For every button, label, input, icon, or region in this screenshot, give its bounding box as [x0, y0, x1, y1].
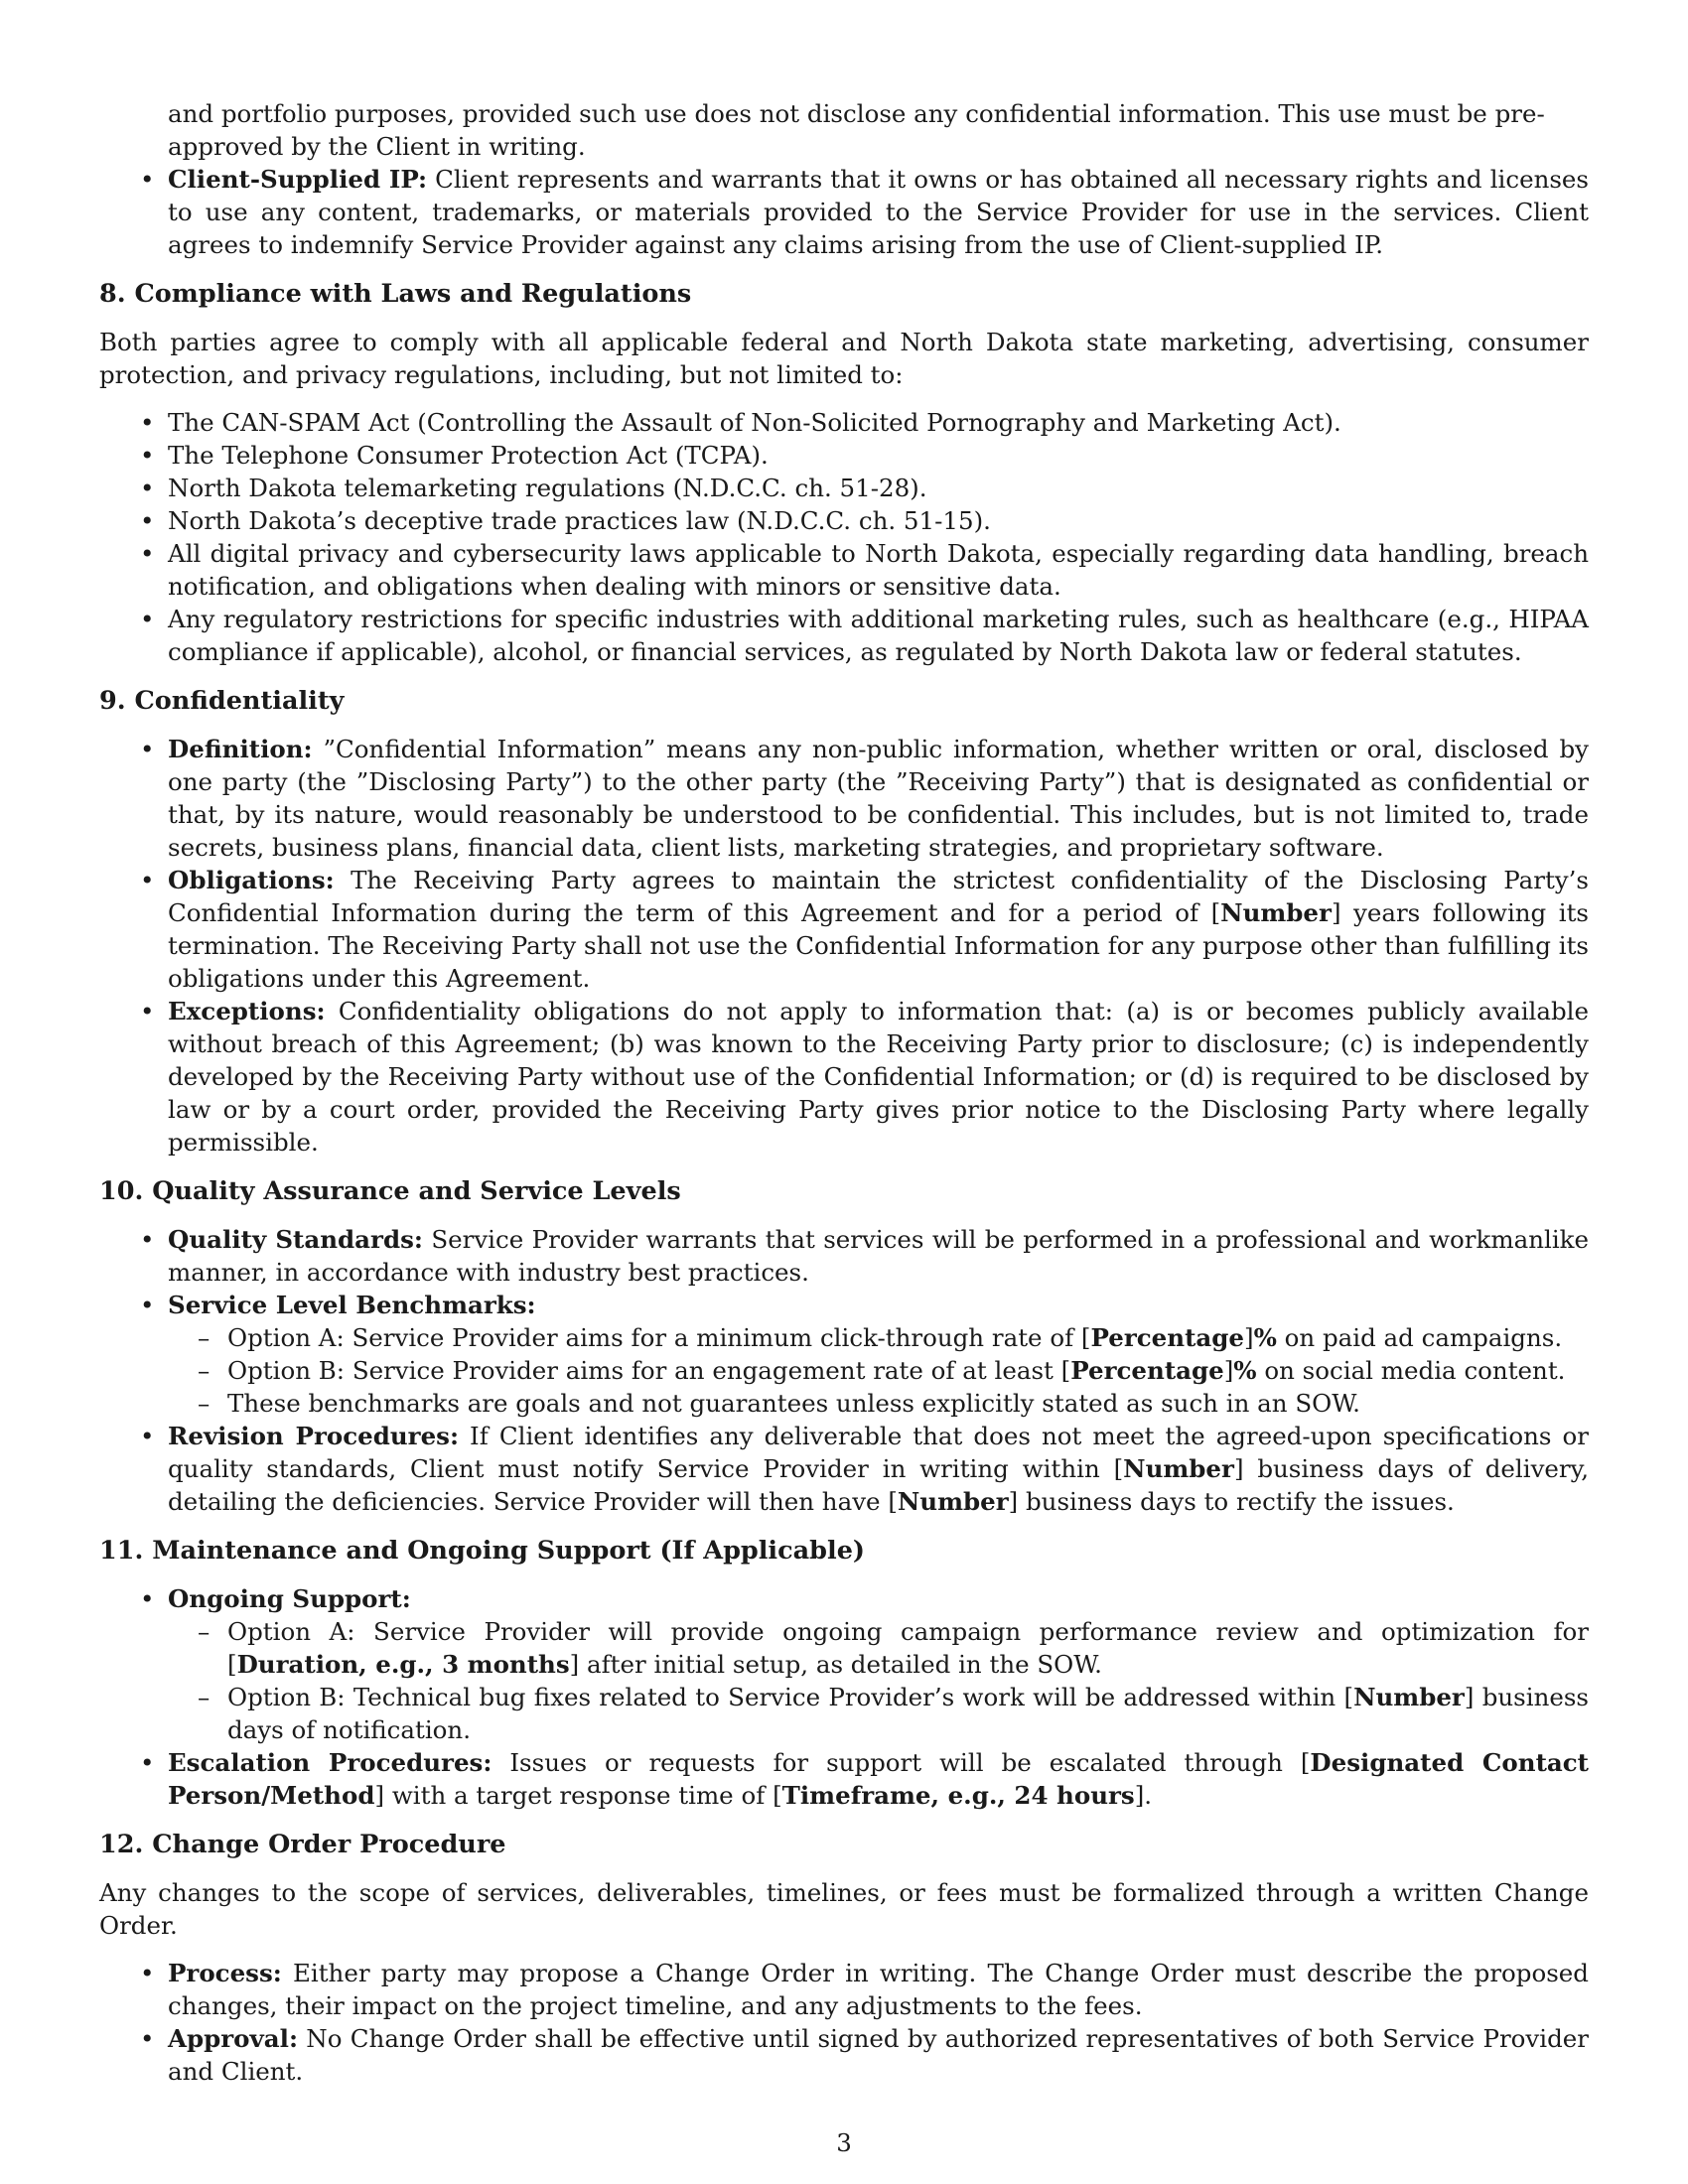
item-label: Client-Supplied IP: [168, 165, 427, 194]
list-item: • The Telephone Consumer Protection Act (TCPA). [99, 439, 1589, 472]
section-12-list [99, 1957, 1589, 2088]
item-label: Process: [168, 1959, 282, 1987]
list-item-definition [99, 733, 1589, 864]
item-label: Obligations: [168, 866, 335, 894]
item-text: ] years following its termination. The Receiving Party shall not use the Confidential Information for any purpose other than fulfilling its obligations under this Agreement. [168, 898, 1589, 993]
item-text: Either party may propose a Change Order in writing. The Change Order must describe the proposed changes, their impact on the project timeline, and any adjustments to the fees. [168, 1959, 1589, 2020]
item-label: Escalation Procedures: [168, 1748, 492, 1777]
item-label: Approval: [168, 2024, 298, 2053]
item-text: ] with a target response time of [ [374, 1781, 782, 1810]
list-item: • The CAN-SPAM Act (Controlling the Assault of Non-Solicited Pornography and Marketing Act). [99, 406, 1589, 439]
placeholder-number: Number [897, 1487, 1009, 1516]
placeholder-timeframe: Timeframe, e.g., 24 hours [781, 1781, 1135, 1810]
section-8-list [99, 406, 1589, 668]
list-item-exceptions [99, 995, 1589, 1159]
item-text: If Client identifies any deliverable that does not meet the agreed-upon specifications or quality standards, Client must notify Service Provider in writing within [ [168, 1422, 1589, 1483]
benchmark-options [168, 1321, 1589, 1420]
sub-item-option-a [168, 1615, 1589, 1681]
item-text: ] [1223, 1356, 1234, 1385]
item-text: ] business days of notification. [227, 1683, 1589, 1744]
item-text: Service Provider warrants that services will be performed in a professional and workmanlike manner, in accordance with industry best practices. [168, 1225, 1589, 1287]
item-text: Option A: Service Provider aims for a minimum click-through rate of [ [227, 1323, 1091, 1352]
item-text: on social media content. [1256, 1356, 1566, 1385]
page-number: 3 [836, 2128, 852, 2157]
sub-item-note: – These benchmarks are goals and not guarantees unless explicitly stated as such in an SOW. [168, 1387, 1589, 1420]
item-text: ] after initial setup, as detailed in the SOW. [569, 1650, 1102, 1679]
placeholder-contact: Designated Contact Person/Method [168, 1748, 1589, 1810]
placeholder-number: Number [1220, 898, 1332, 927]
item-text: Client represents and warrants that it owns or has obtained all necessary rights and licenses to use any content, trademarks, or materials provided to the Service Provider for use in the services. Client agrees to indemnify Service Provider against any claims arising from the use of Client-supplied IP. [168, 165, 1590, 259]
placeholder-percentage: Percentage [1070, 1356, 1224, 1385]
section-10-heading: 10. Quality Assurance and Service Levels [99, 1176, 681, 1206]
item-label: Ongoing Support: [168, 1584, 411, 1613]
percent-sign: % [1253, 1323, 1277, 1352]
list-item-obligations [99, 864, 1589, 995]
item-label: Quality Standards: [168, 1225, 423, 1254]
sub-item-option-b [168, 1681, 1589, 1746]
placeholder-duration: Duration, e.g., 3 months [236, 1650, 570, 1679]
placeholder-number: Number [1353, 1683, 1465, 1711]
list-item-process [99, 1957, 1589, 2022]
item-text: ] [1244, 1323, 1254, 1352]
section-10-list [99, 1223, 1589, 1518]
item-text: Confidentiality obligations do not apply to information that: (a) is or becomes publicly available without breach of this Agreement; (b) was known to the Receiving Party prior to disclosure; (c) is independently developed by the Receiving Party without use of the Confidential Information; or (d) is required to be disclosed by law or by a court order, provided the Receiving Party gives prior notice to the Disclosing Party where legally permissible. [168, 997, 1589, 1157]
placeholder-number: Number [1123, 1454, 1234, 1483]
item-text: ”Confidential Information” means any non-public information, whether written or oral, disclosed by one party (the ”Disclosing Party”) to the other party (the ”Receiving Party”) that is designated as confidential or that, by its nature, would reasonably be understood to be confidential. This includes, but is not limited to, trade secrets, business plans, financial data, client lists, marketing strategies, and proprietary software. [168, 735, 1589, 862]
section-8-intro: Both parties agree to comply with all applicable federal and North Dakota state marketing, advertising, consumer protection, and privacy regulations, including, but not limited to: [99, 328, 1589, 389]
item-text: Option A: Service Provider will provide ongoing campaign performance review and optimization for [ [227, 1617, 1589, 1679]
item-text: on paid ad campaigns. [1276, 1323, 1563, 1352]
item-label: Exceptions: [168, 997, 326, 1025]
sub-item-option-a [168, 1321, 1589, 1354]
section-11-list [99, 1582, 1589, 1812]
support-options [168, 1615, 1589, 1746]
item-label: Definition: [168, 735, 313, 763]
section-11-heading: 11. Maintenance and Ongoing Support (If Applicable) [99, 1536, 865, 1566]
continued-paragraph: and portfolio purposes, provided such use does not disclose any confidential information. This use must be pre-approved by the Client in writing. [168, 99, 1545, 161]
ip-list [99, 163, 1589, 261]
item-text: Option B: Service Provider aims for an engagement rate of at least [ [227, 1356, 1071, 1385]
list-item-ongoing-support [99, 1582, 1589, 1746]
section-9-heading: 9. Confidentiality [99, 686, 345, 716]
item-text: Option B: Technical bug fixes related to Service Provider’s work will be addressed within [ [227, 1683, 1354, 1711]
item-text: No Change Order shall be effective until signed by authorized representatives of both Service Provider and Client. [168, 2024, 1589, 2086]
list-item-client-ip [99, 163, 1589, 261]
list-item-escalation-procedures [99, 1746, 1589, 1812]
item-text: ] business days of delivery, detailing the deficiencies. Service Provider will then have [ [168, 1454, 1589, 1516]
list-item: • North Dakota’s deceptive trade practices law (N.D.C.C. ch. 51-15). [99, 504, 1589, 537]
item-label: Service Level Benchmarks: [168, 1291, 536, 1319]
list-item: • Any regulatory restrictions for specific industries with additional marketing rules, such as healthcare (e.g., HIPAA compliance if applicable), alcohol, or financial services, as regulated by North Dakota law or federal statutes. [99, 603, 1589, 668]
item-text: The Receiving Party agrees to maintain the strictest confidentiality of the Disclosing Party’s Confidential Information during the term of this Agreement and for a period of [ [168, 866, 1589, 927]
item-text: ] business days to rectify the issues. [1008, 1487, 1455, 1516]
placeholder-percentage: Percentage [1090, 1323, 1244, 1352]
sub-item-option-b [168, 1354, 1589, 1387]
document-page [99, 97, 1589, 2088]
item-text: Issues or requests for support will be escalated through [ [492, 1748, 1311, 1777]
item-label: Revision Procedures: [168, 1422, 459, 1450]
section-9-list [99, 733, 1589, 1159]
percent-sign: % [1233, 1356, 1257, 1385]
item-text: ]. [1134, 1781, 1153, 1810]
section-12-heading: 12. Change Order Procedure [99, 1830, 506, 1859]
list-item-approval [99, 2022, 1589, 2088]
list-item-service-level-benchmarks [99, 1289, 1589, 1420]
section-8-heading: 8. Compliance with Laws and Regulations [99, 279, 692, 309]
section-12-intro: Any changes to the scope of services, deliverables, timelines, or fees must be formalized through a written Change Order. [99, 1878, 1589, 1940]
list-item: • North Dakota telemarketing regulations (N.D.C.C. ch. 51-28). [99, 472, 1589, 504]
list-item: • All digital privacy and cybersecurity laws applicable to North Dakota, especially regarding data handling, breach notification, and obligations when dealing with minors or sensitive data. [99, 537, 1589, 603]
list-item-revision-procedures [99, 1420, 1589, 1518]
list-item-quality-standards [99, 1223, 1589, 1289]
